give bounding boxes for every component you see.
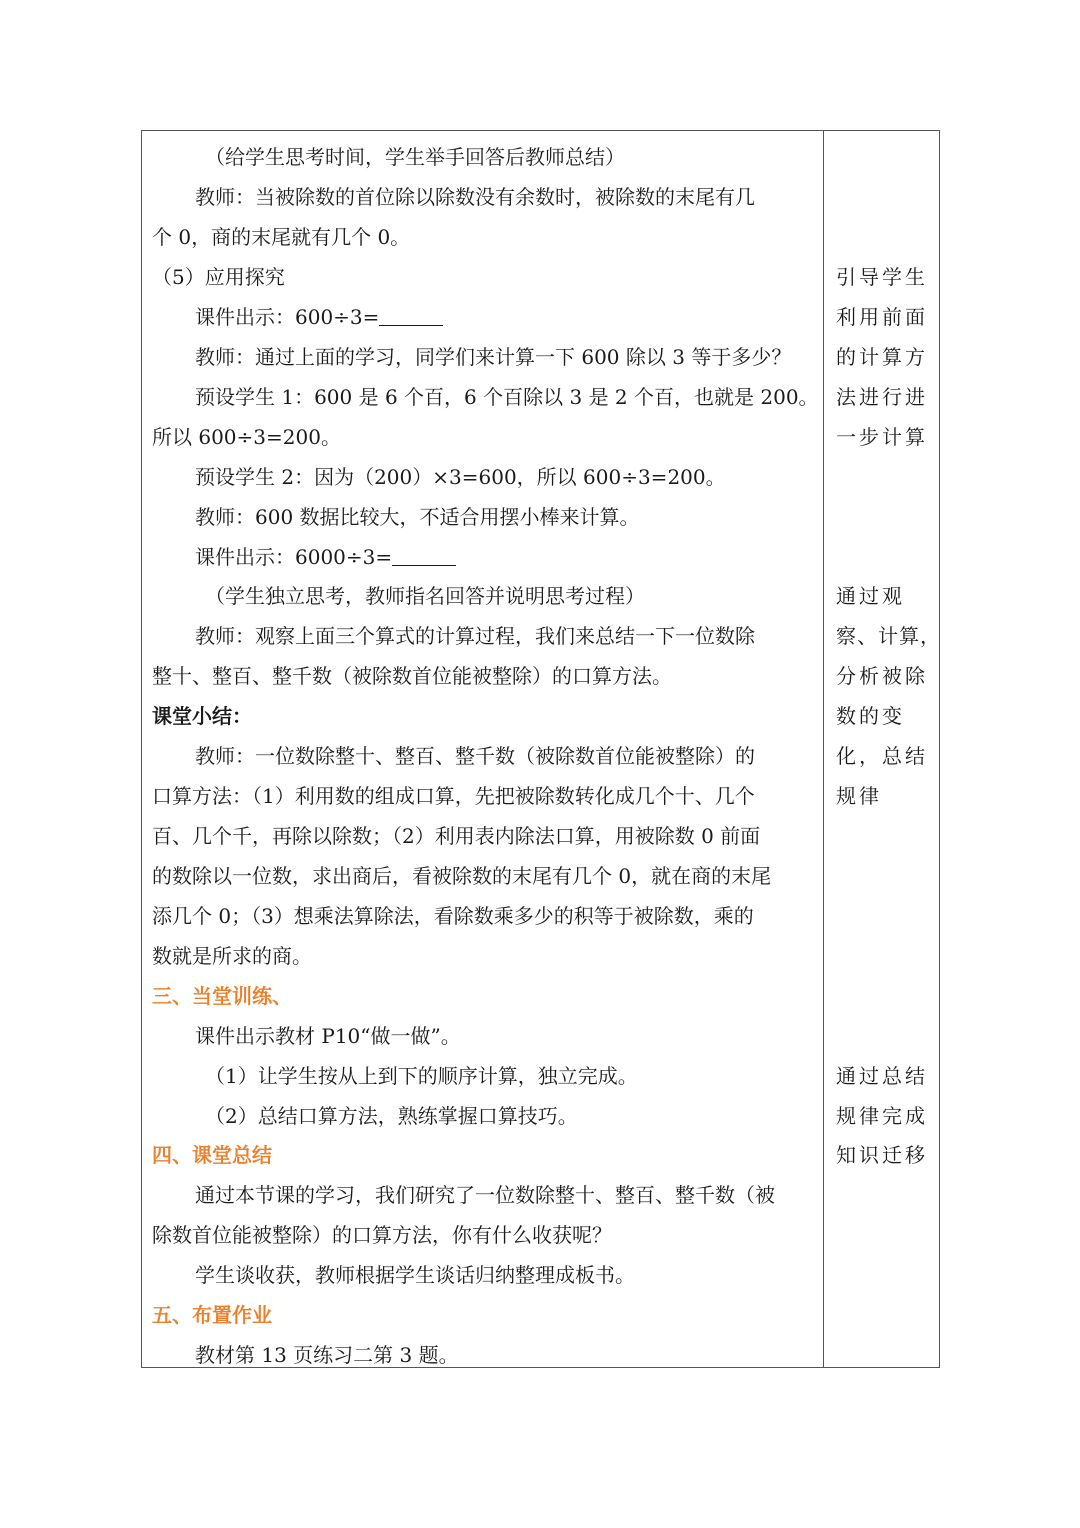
text-line: 教师：一位数除整十、整百、整千数（被除数首位能被整除）的 <box>195 744 755 768</box>
answer-blank <box>379 303 443 326</box>
section-heading: 四、课堂总结 <box>152 1143 272 1167</box>
text-line: 口算方法：（1）利用数的组成口算，先把被除数转化成几个十、几个 <box>152 784 755 808</box>
text-line: 百、几个千，再除以除数；（2）利用表内除法口算，用被除数 0 前面 <box>152 824 761 848</box>
text-line-content: 课件出示：600÷3= <box>195 305 380 329</box>
side-note-line: 一步计算 <box>836 425 928 449</box>
text-line: （5）应用探究 <box>152 265 285 289</box>
text-line-content: 课件出示：6000÷3= <box>195 545 393 569</box>
text-line: （2）总结口算方法，熟练掌握口算技巧。 <box>205 1104 578 1128</box>
side-note-line: 察、计算， <box>836 624 941 648</box>
section-heading: 五、布置作业 <box>152 1303 272 1327</box>
text-line: 教师：通过上面的学习，同学们来计算一下 600 除以 3 等于多少？ <box>195 345 792 369</box>
section-heading: 三、当堂训练、 <box>152 984 292 1008</box>
text-line: 整十、整百、整千数（被除数首位能被整除）的口算方法。 <box>152 664 672 688</box>
text-line: 数就是所求的商。 <box>152 944 312 968</box>
side-note-line: 化，总结 <box>836 744 928 768</box>
text-line: （给学生思考时间，学生举手回答后教师总结） <box>205 145 625 169</box>
text-line: 教材第 13 页练习二第 3 题。 <box>195 1343 459 1367</box>
text-line <box>195 297 443 337</box>
text-line: 预设学生 1：600 是 6 个百，6 个百除以 3 是 2 个百，也就是 200。 <box>195 385 819 409</box>
text-line: 个 0，商的末尾就有几个 0。 <box>152 225 411 249</box>
text-line: 的数除以一位数，求出商后，看被除数的末尾有几个 0，就在商的末尾 <box>152 864 772 888</box>
text-line: 预设学生 2：因为（200）×3=600，所以 600÷3=200。 <box>195 465 726 489</box>
text-line: 所以 600÷3=200。 <box>152 425 341 449</box>
text-line: （学生独立思考，教师指名回答并说明思考过程） <box>205 584 645 608</box>
side-note-line: 知识迁移 <box>836 1143 928 1167</box>
text-line: 通过本节课的学习，我们研究了一位数除整十、整百、整千数（被 <box>195 1183 775 1207</box>
text-line: 教师：当被除数的首位除以除数没有余数时，被除数的末尾有几 <box>195 185 755 209</box>
side-note-line: 通过观 <box>836 584 905 608</box>
side-note-line: 法进行进 <box>836 385 928 409</box>
side-note-line: 利用前面 <box>836 305 928 329</box>
text-line: 教师：观察上面三个算式的计算过程，我们来总结一下一位数除 <box>195 624 755 648</box>
side-note-line: 分析被除 <box>836 664 928 688</box>
answer-blank <box>392 543 456 566</box>
text-line: （1）让学生按从上到下的顺序计算，独立完成。 <box>205 1064 638 1088</box>
text-line <box>195 537 456 577</box>
side-note-line: 规律完成 <box>836 1104 928 1128</box>
side-note-line: 引导学生 <box>836 265 928 289</box>
text-line: 学生谈收获，教师根据学生谈话归纳整理成板书。 <box>195 1263 635 1287</box>
side-note-line: 通过总结 <box>836 1064 928 1088</box>
side-note-line: 数的变 <box>836 704 905 728</box>
text-line: 添几个 0；（3）想乘法算除法，看除数乘多少的积等于被除数，乘的 <box>152 904 754 928</box>
text-line: 课件出示教材 P10“做一做”。 <box>195 1024 461 1048</box>
side-note-line: 的计算方 <box>836 345 928 369</box>
column-divider <box>823 130 824 1368</box>
text-line: 教师：600 数据比较大，不适合用摆小棒来计算。 <box>195 505 640 529</box>
side-note-line: 规律 <box>836 784 882 808</box>
text-line: 除数首位能被整除）的口算方法，你有什么收获呢？ <box>152 1223 612 1247</box>
section-label: 课堂小结： <box>152 704 252 728</box>
